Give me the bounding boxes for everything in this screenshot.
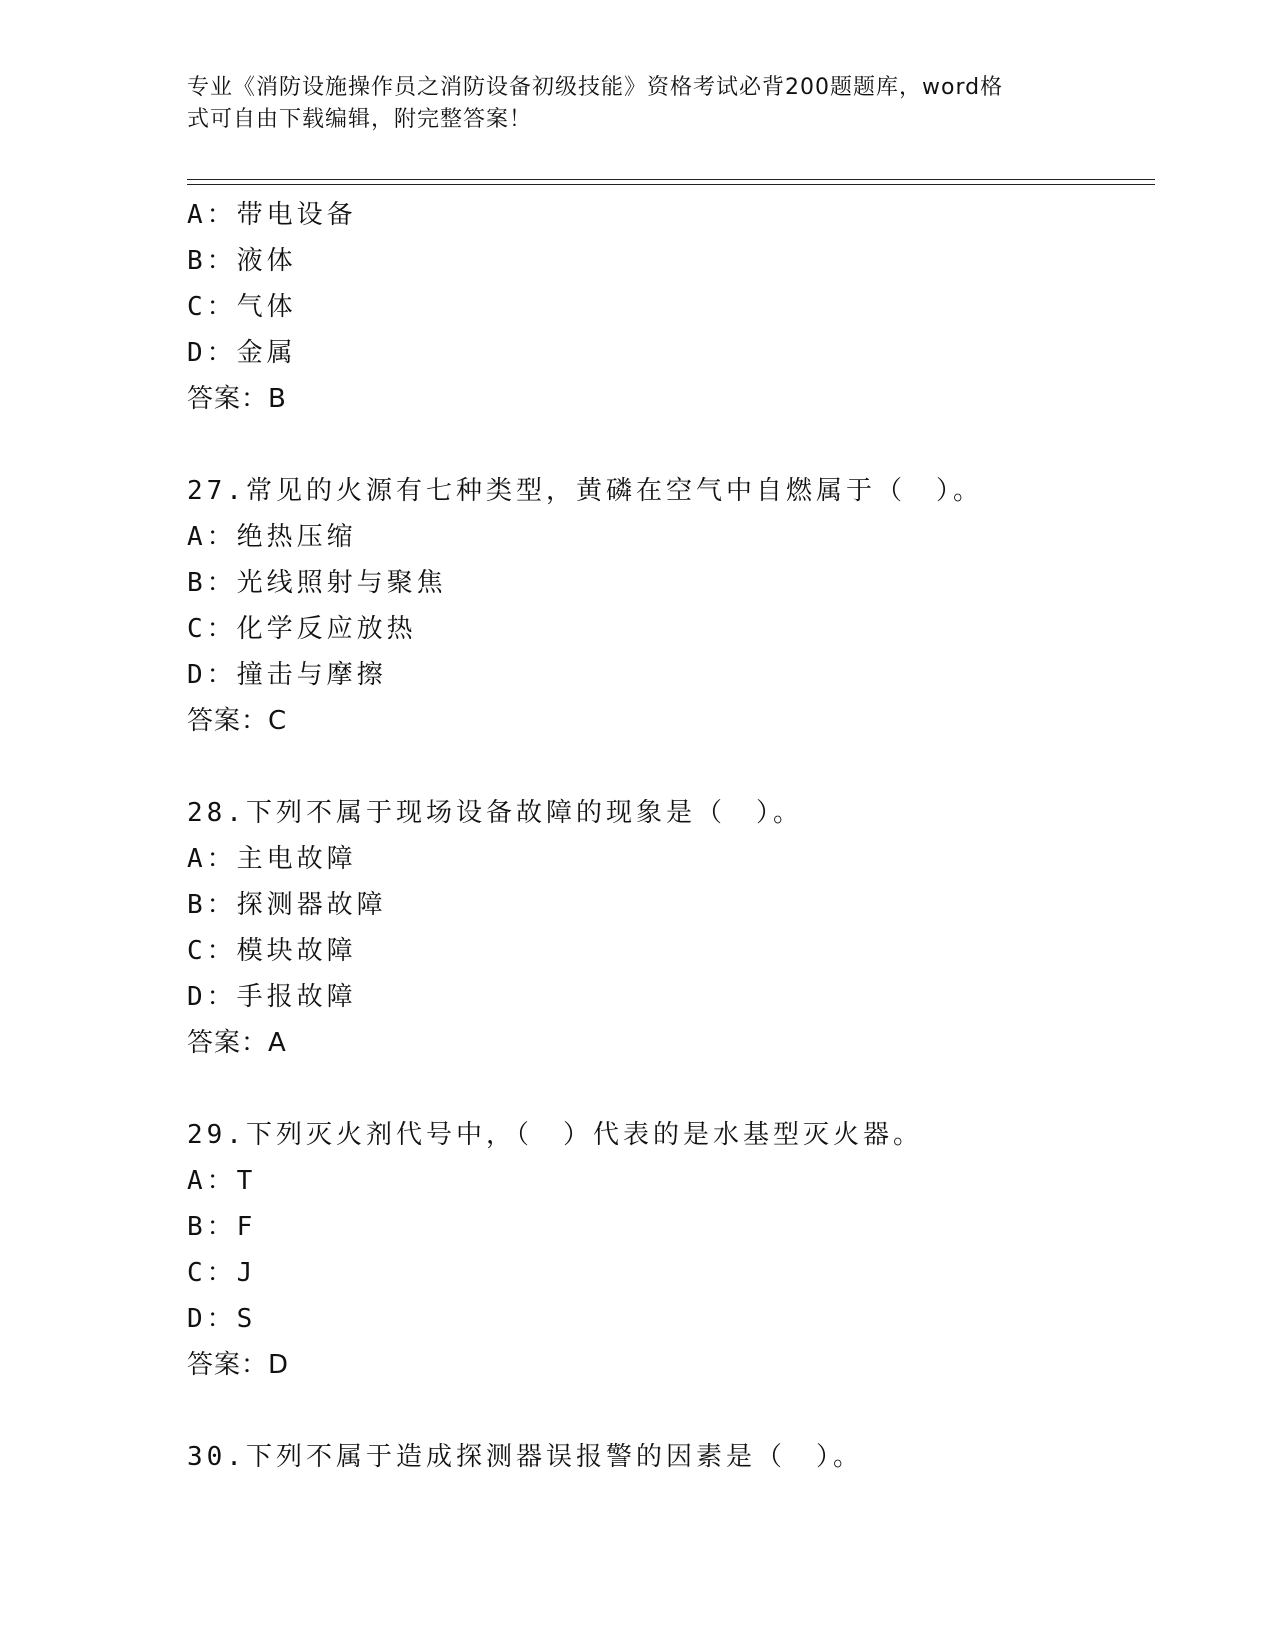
option-b: B：F [187, 1212, 257, 1242]
spacer [187, 1388, 1155, 1434]
answer: 答案：A [187, 1028, 287, 1058]
option-c: C：模块故障 [187, 936, 357, 966]
header-line-2: 式可自由下载编辑，附完整答案！ [187, 107, 533, 132]
option-c: C：J [187, 1258, 257, 1288]
header-line-1: 专业《消防设施操作员之消防设备初级技能》资格考试必背200题题库，word格 [187, 75, 1004, 100]
answer: 答案：C [187, 706, 288, 736]
header-rule-bottom [187, 184, 1155, 185]
question-stem: 30.下列不属于造成探测器误报警的因素是（ ）。 [187, 1442, 863, 1472]
question-stem: 28.下列不属于现场设备故障的现象是（ ）。 [187, 798, 803, 828]
question-27 [187, 468, 1155, 744]
option-d: D：S [187, 1304, 257, 1334]
question-30 [187, 1434, 1155, 1480]
spacer [187, 1066, 1155, 1112]
question-29 [187, 1112, 1155, 1388]
option-a: A：T [187, 1166, 257, 1196]
answer: 答案：D [187, 1350, 290, 1380]
option-a: A：绝热压缩 [187, 522, 357, 552]
option-a: A：主电故障 [187, 844, 357, 874]
question-26-tail [187, 192, 1155, 422]
question-stem: 27.常见的火源有七种类型，黄磷在空气中自燃属于（ ）。 [187, 476, 983, 506]
option-a: A：带电设备 [187, 200, 357, 230]
option-b: B：探测器故障 [187, 890, 387, 920]
header-rule-top [187, 179, 1155, 180]
option-b: B：液体 [187, 246, 297, 276]
option-d: D：金属 [187, 338, 297, 368]
question-list [187, 192, 1155, 1480]
option-d: D：手报故障 [187, 982, 357, 1012]
spacer [187, 422, 1155, 468]
spacer [187, 744, 1155, 790]
option-d: D：撞击与摩擦 [187, 660, 387, 690]
option-c: C：气体 [187, 292, 297, 322]
question-stem: 29.下列灭火剂代号中，（ ）代表的是水基型灭火器。 [187, 1120, 923, 1150]
question-28 [187, 790, 1155, 1066]
answer: 答案：B [187, 384, 287, 414]
document-header [187, 72, 1067, 136]
option-c: C：化学反应放热 [187, 614, 417, 644]
option-b: B：光线照射与聚焦 [187, 568, 447, 598]
